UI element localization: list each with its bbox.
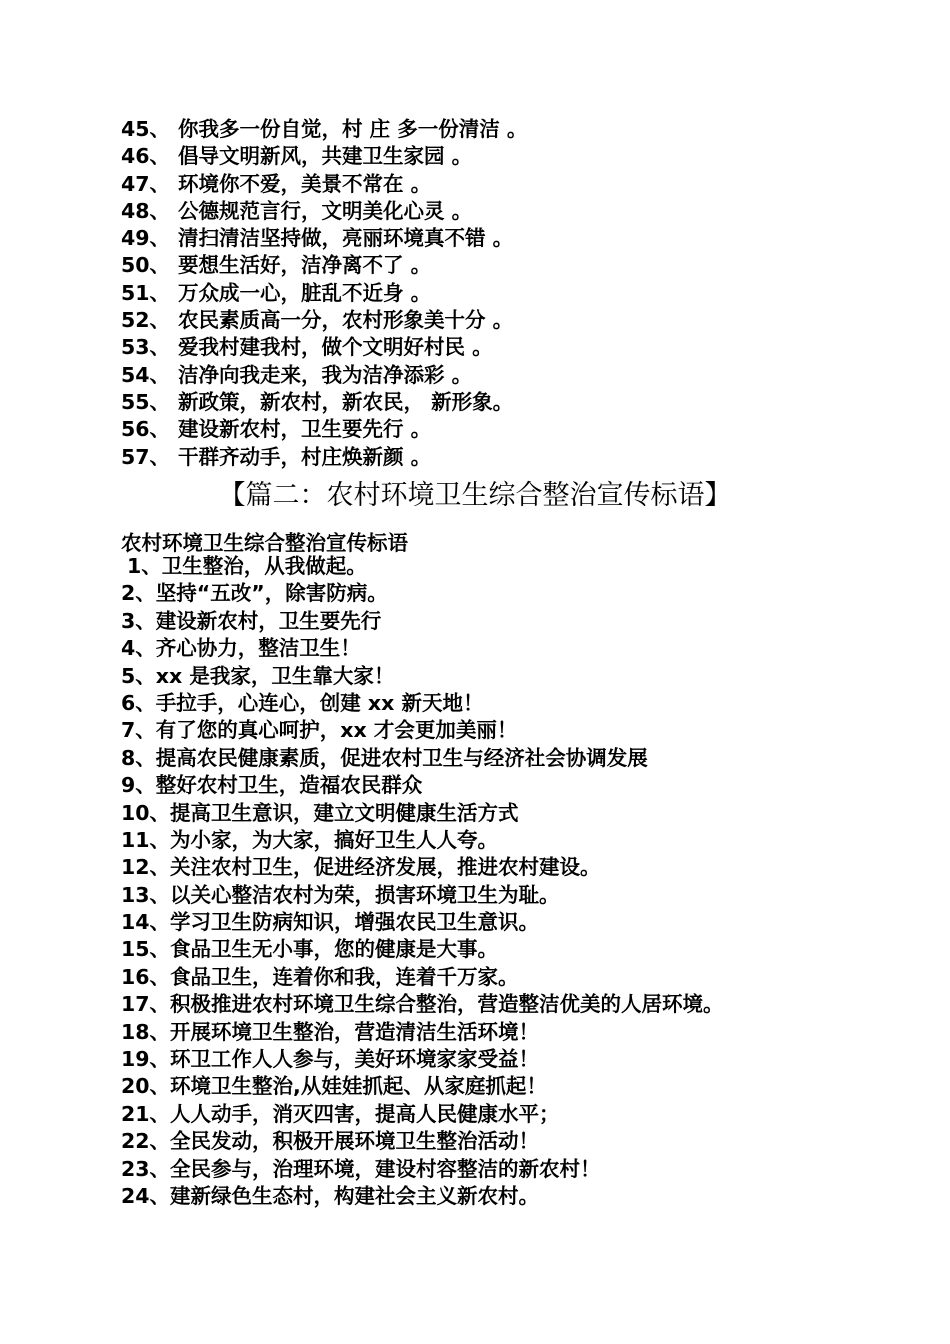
list-item: 3、建设新农村，卫生要先行	[121, 608, 382, 633]
list-item: 9、整好农村卫生，造福农民群众	[121, 773, 423, 798]
section-subheading: 农村环境卫生综合整治宣传标语	[121, 531, 408, 555]
item-number: 54、	[121, 362, 171, 387]
list-item	[121, 143, 527, 170]
item-number: 48、	[121, 198, 171, 223]
item-number: 50、	[121, 253, 171, 278]
list-item: 10、提高卫生意识，建立文明健康生活方式	[121, 800, 519, 825]
list-item	[121, 362, 527, 389]
item-text: 公德规范言行，文明美化心灵 。	[178, 198, 473, 223]
list-item: 16、食品卫生，连着你和我，连着千万家。	[121, 964, 519, 989]
list-item: 22、全民发动，积极开展环境卫生整治活动！	[121, 1129, 540, 1154]
section-title: 【篇二：农村环境卫生综合整治宣传标语】	[218, 480, 732, 511]
item-text: 爱我村建我村，做个文明好村民 。	[178, 335, 493, 360]
list-item: 11、为小家，为大家，搞好卫生人人夸。	[121, 827, 499, 852]
item-text: 新政策，新农村，新农民， 新形象。	[178, 389, 514, 414]
item-number: 51、	[121, 280, 171, 305]
item-text: 农民素质高一分，农村形象美十分 。	[178, 308, 514, 333]
list-item	[121, 198, 527, 225]
list-item: 13、以关心整洁农村为荣，损害环境卫生为耻。	[121, 882, 560, 907]
item-text: 万众成一心，脏乱不近身 。	[178, 280, 432, 305]
list-item: 20、环境卫生整治,从娃娃抓起、从家庭抓起！	[121, 1074, 547, 1099]
item-text: 倡导文明新风，共建卫生家园 。	[178, 144, 473, 169]
slogan-list-part-one	[121, 116, 527, 471]
list-item: 6、手拉手，心连心，创建 xx 新天地！	[121, 690, 484, 715]
list-item	[121, 116, 527, 143]
list-item: 12、关注农村卫生，促进经济发展，推进农村建设。	[121, 855, 601, 880]
list-item	[121, 334, 527, 361]
list-item: 19、环卫工作人人参与，美好环境家家受益！	[121, 1047, 540, 1072]
item-text: 建设新农村，卫生要先行 。	[178, 417, 432, 442]
list-item: 21、人人动手，消灭四害，提高人民健康水平；	[121, 1101, 560, 1126]
item-number: 45、	[121, 117, 171, 141]
list-item: 1、卫生整治，从我做起。	[127, 554, 367, 578]
item-text: 清扫清洁坚持做，亮丽环境真不错 。	[178, 226, 514, 251]
list-item	[121, 171, 527, 198]
item-text: 要想生活好，洁净离不了 。	[178, 253, 432, 278]
list-item: 15、食品卫生无小事，您的健康是大事。	[121, 937, 499, 962]
list-item: 2、坚持“五改”，除害防病。	[121, 581, 388, 606]
list-item: 5、xx 是我家，卫生靠大家！	[121, 663, 395, 688]
list-item	[121, 252, 527, 279]
list-item: 23、全民参与，治理环境，建设村容整洁的新农村！	[121, 1156, 601, 1181]
item-text: 环境你不爱，美景不常在 。	[178, 171, 432, 196]
item-number: 47、	[121, 171, 171, 196]
item-number: 53、	[121, 335, 171, 360]
list-item: 14、学习卫生防病知识，增强农民卫生意识。	[121, 910, 540, 935]
item-number: 56、	[121, 417, 171, 442]
list-item	[121, 444, 527, 471]
item-number: 57、	[121, 444, 171, 469]
list-item	[121, 225, 527, 252]
item-number: 55、	[121, 389, 171, 414]
list-item: 4、齐心协力，整洁卫生！	[121, 636, 361, 661]
list-item	[121, 307, 527, 334]
item-number: 52、	[121, 308, 171, 333]
list-item	[121, 389, 527, 416]
list-item: 17、积极推进农村环境卫生综合整治，营造整洁优美的人居环境。	[121, 992, 724, 1017]
list-item: 18、开展环境卫生整治，营造清洁生活环境！	[121, 1019, 540, 1044]
list-item: 7、有了您的真心呵护，xx 才会更加美丽！	[121, 718, 518, 743]
slogan-list-part-two	[121, 553, 724, 1210]
list-item	[121, 416, 527, 443]
item-text: 干群齐动手，村庄焕新颜 。	[178, 444, 432, 469]
item-text: 你我多一份自觉，村 庄 多一份清洁 。	[178, 117, 528, 141]
item-number: 49、	[121, 226, 171, 251]
item-number: 46、	[121, 144, 171, 169]
item-text: 洁净向我走来，我为洁净添彩 。	[178, 362, 473, 387]
list-item: 8、提高农民健康素质，促进农村卫生与经济社会协调发展	[121, 745, 648, 770]
list-item: 24、建新绿色生态村，构建社会主义新农村。	[121, 1183, 540, 1208]
list-item	[121, 280, 527, 307]
